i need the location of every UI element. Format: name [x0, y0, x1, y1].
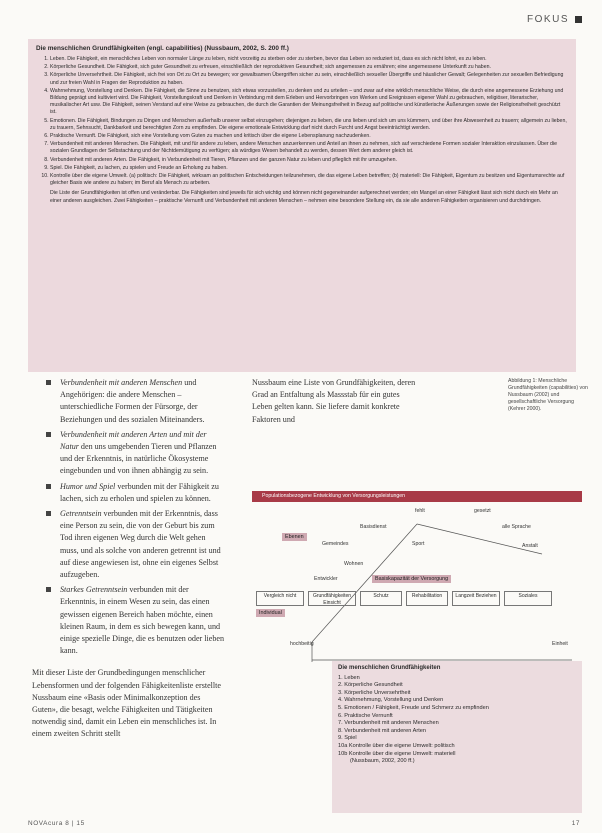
list-source: (Nussbaum, 2002, 200 ff.) [350, 758, 415, 765]
box-item: 5. Emotionen. Die Fähigkeit, Bindungen zu Dingen und Menschen außerhalb unserer selbst einzugehen; diejenigen zu lieben, die uns lieben und sich um uns kümmern, und über ihre Abwesenheit zu trauern; allgemein zu lieben, zu trauern, Sehnsucht, Dankbarkeit und berechtigten Zorn zu empfinden. Die eigene emotionale Entwicklung darf nicht durch Furcht und Angst beeinträchtigt werden. [50, 118, 568, 132]
bullet-icon [46, 432, 51, 437]
label-gesetzt: gesetzt [474, 508, 491, 514]
bullet-term: Verbundenheit mit anderen Arten und mit der Natur [60, 429, 207, 452]
tag-individual: Individual [256, 609, 285, 617]
diagram-cell: Langzeit Beziehen [452, 591, 500, 606]
list-item: 2. Körperliche Gesundheit [338, 682, 403, 689]
box-list [36, 56, 568, 187]
list-item: 9. Spiel [338, 735, 357, 742]
box-item: 10. Kontrolle über die eigene Umwelt. (a) politisch: Die Fähigkeit, wirksam an politischen Entscheidungen teilzunehmen, die das eigene Leben betreffen; (b) materiell: Die Fähigkeit, Eigentum zu besitzen und Eigentumsrechte auf gleicher Basis wie andere zu haben; im Beruf als Mensch zu arbeiten. [50, 173, 568, 187]
box-item: 6. Praktische Vernunft. Die Fähigkeit, sich eine Vorstellung vom Guten zu machen und kritisch über die eigene Lebensplanung nachzudenken. [50, 133, 568, 140]
bullet-text: verbunden mit der Fähigkeit zu lachen, sich zu erholen und spielen zu können. [60, 481, 219, 503]
box-item: 7. Verbundenheit mit anderen Menschen. Die Fähigkeit, mit und für andere zu leben, andere Menschen anzuerkennen und Anteil an ihnen zu nehmen, sich auf verschiedene Formen sozialer Interaktion einzulassen. Über die sozialen Grundlagen der Selbstachtung und der Nichtdemütigung zu verfügen; als würdiges Wesen behandelt zu werden, dessen Wert dem anderer gleich ist. [50, 141, 568, 155]
label-hochbeitig: hochbeitig [290, 641, 314, 647]
label-basisdienst: Basisdienst [360, 524, 387, 530]
footer-left: NOVAcura 8 | 15 [28, 820, 85, 827]
diagram-cell: Schutz [360, 591, 402, 606]
bullet-item [46, 584, 226, 657]
box-item: 1. Leben. Die Fähigkeit, ein menschliches Leben von normaler Länge zu leben, nicht vorzeitig zu sterben oder zu sterben, bevor das Leben so reduziert ist, dass es sich nicht lohnt, es zu leben. [50, 56, 568, 63]
label-anstalt: Anstalt [522, 543, 538, 549]
bullet-text: den uns umgebenden Tieren und Pflanzen und der Erkenntnis, in natürliche Ökosysteme eingebunden und von ihnen abhängig zu sein. [60, 442, 217, 476]
bullet-text: verbunden mit der Erkenntnis, dass eine Person zu sein, die von der Geburt bis zum Tod ihren eigenen Weg durch die Welt gehen muss, und als solche von anderen getrennt ist und auf diese angewiesen ist, ohne ein eigenes Selbst aufzugeben. [60, 509, 221, 580]
grundfaehigkeiten-list [332, 661, 582, 813]
bullet-item [46, 377, 226, 426]
box-item: 2. Körperliche Gesundheit. Die Fähigkeit, sich guter Gesundheit zu erfreuen, einschließlich der reproduktiven Gesundheit; sich angemessen zu ernähren; eine angemessene Unterkunft zu haben. [50, 64, 568, 71]
section-header [527, 14, 582, 25]
list-title: Die menschlichen Grundfähigkeiten [338, 665, 441, 671]
bullet-text: verbunden mit der Erkenntnis, in einem Wesen zu sein, das einen gewissen eigenen Bereich haben möchte, einen kleinen Raum, in dem es sich bewegen kann, und einige spezielle Dinge, die es benutzen oder lieben kann. [60, 585, 225, 656]
bullet-icon [46, 380, 51, 385]
box-title: Die menschlichen Grundfähigkeiten (engl. capabilities) (Nussbaum, 2002, S. 200 ff.) [36, 45, 289, 52]
bullet-icon [46, 484, 51, 489]
list-item: 7. Verbundenheit mit anderen Menschen [338, 720, 439, 727]
diagram-cell: Vergleich nicht [256, 591, 304, 606]
left-column [32, 377, 226, 741]
list-item: 10a Kontrolle über die eigene Umwelt: politisch [338, 742, 455, 749]
page-number: 17 [571, 820, 580, 827]
bullet-icon [46, 511, 51, 516]
box-item: 3. Körperliche Unversehrtheit. Die Fähigkeit, sich frei von Ort zu Ort zu bewegen; vor gewaltsamen Übergriffen sicher zu sein, einschließlich sexueller Übergriffe und häuslicher Gewalt; Gelegenheiten zur sexuellen Befriedigung und zur freien Wahl in Fragen der Reproduktion zu haben. [50, 72, 568, 86]
bullet-item [46, 481, 226, 505]
box-item: 4. Wahrnehmung, Vorstellung und Denken. Die Fähigkeit, die Sinne zu benutzen, sich etwas vorzustellen, zu denken und zu urteilen – und zwar auf eine wirklich menschliche Weise, die durch eine angemessene Erziehung und Bildung geprägt und kultiviert wird. Die Fähigkeit, Vorstellungskraft und Denken in Verbindung mit dem Erleben und Hervorbringen von Werken und Ereignissen eigener Wahl zu gebrauchen, religiöser, literarischer, musikalischer Art usw. Die Fähigkeit, seinen Verstand auf eine Weise zu gebrauchen, die durch die Garantien der Meinungsfreiheit in Bezug auf politische und künstlerische Äußerungen sowie der Religionsfreiheit geschützt ist. [50, 88, 568, 117]
list-item: 1. Leben [338, 674, 360, 681]
label-entwickler: Entwickler [314, 576, 338, 582]
bullet-term: Verbundenheit mit anderen Menschen [60, 378, 183, 387]
list-item: 10b Kontrolle über die eigene Umwelt: materiell [338, 750, 456, 757]
bullet-term: Getrenntsein [60, 509, 102, 519]
list-item: 8. Verbundenheit mit anderen Arten [338, 727, 427, 734]
square-icon [575, 16, 582, 23]
grundfaehigkeiten-box [28, 39, 576, 372]
bullet-item [46, 508, 226, 581]
diagram-cell: Grundfähigkeiten Einsicht [308, 591, 356, 606]
label-fehlt: fehlt [415, 508, 425, 514]
figure-caption: Abbildung 1: Menschliche Grundfähigkeiten (capabilities) von Nussbaum (2002) und gesellschaftliche Versorgung (Kehrer 2000). [508, 378, 588, 412]
list-item: 3. Körperliche Unversehrtheit [338, 689, 411, 696]
middle-column: Nussbaum eine Liste von Grundfähigkeiten, deren Grad an Entfaltung als Massstab für ein gutes Leben gelten kann. Sie liefere damit konkrete Faktoren und [252, 378, 416, 424]
label-wohnen: Wohnen [344, 561, 364, 567]
list-item: 5. Emotionen / Fähigkeit, Freude und Schmerz zu empfinden [338, 704, 489, 711]
box-paragraph: Die Liste der Grundfähigkeiten ist offen und veränderbar. Die Fähigkeiten sind jeweils für sich wichtig und können nicht gegeneinander aufgerechnet werden; ein Mangel an einer Fähigkeit lässt sich nicht durch ein Mehr an einer anderen ausgleichen. Zwei Fähigkeiten – praktische Vernunft und Verbundenheit mit anderen Menschen – nehmen eine besondere Stellung ein, da sie alle anderen Fähigkeiten organisieren und durchdringen. [50, 190, 558, 204]
label-einheit: Einheit [552, 641, 568, 647]
list-item: 6. Praktische Vernunft [338, 712, 393, 719]
tag-basiskapazitaet: Basiskapazität der Versorgung [372, 575, 451, 583]
diagram-cell: Rehabilitation [406, 591, 448, 606]
bullet-term: Humor und Spiel [60, 481, 116, 491]
label-alle-sprache: alle Sprache [502, 524, 531, 530]
bullet-icon [46, 587, 51, 592]
figure-title: Populationsbezogene Entwicklung von Versorgungsleistungen [252, 491, 582, 502]
label-gemeindes: Gemeindes [322, 541, 349, 547]
bullet-term: Starkes Getrenntsein [60, 585, 128, 595]
label-sport: Sport [412, 541, 425, 547]
box-item: 9. Spiel. Die Fähigkeit, zu lachen, zu spielen und Freude an Erholung zu haben. [50, 165, 568, 172]
box-item: 8. Verbundenheit mit anderen Arten. Die Fähigkeit, in Verbundenheit mit Tieren, Pflanzen und der ganzen Natur zu leben und pfleglich mit ihr umzugehen. [50, 157, 568, 164]
tag-ebenen: Ebenen [282, 533, 307, 541]
section-label: FOKUS [527, 14, 569, 25]
bullet-text: und Angehörigen: die andere Menschen – unterschiedliche Formen der Fürsorge, der Beziehungen und des sozialen Miteinanders. [60, 378, 205, 424]
list-item: 4. Wahrnehmung, Vorstellung und Denken [338, 697, 444, 704]
diagram-cell: Soziales [504, 591, 552, 606]
left-column-paragraph: Mit dieser Liste der Grundbedingungen menschlicher Lebensformen und der folgenden Fähigkeitenliste erstellte Nussbaum eine «Basis oder Minimalkonzeption des Guten», die besagt, welche Fähigkeiten und Tätigkeiten notwendig sind, damit ein Leben ein menschliches ist. In einem zweiten Schritt stellt [32, 668, 222, 739]
bullet-item [46, 429, 226, 478]
